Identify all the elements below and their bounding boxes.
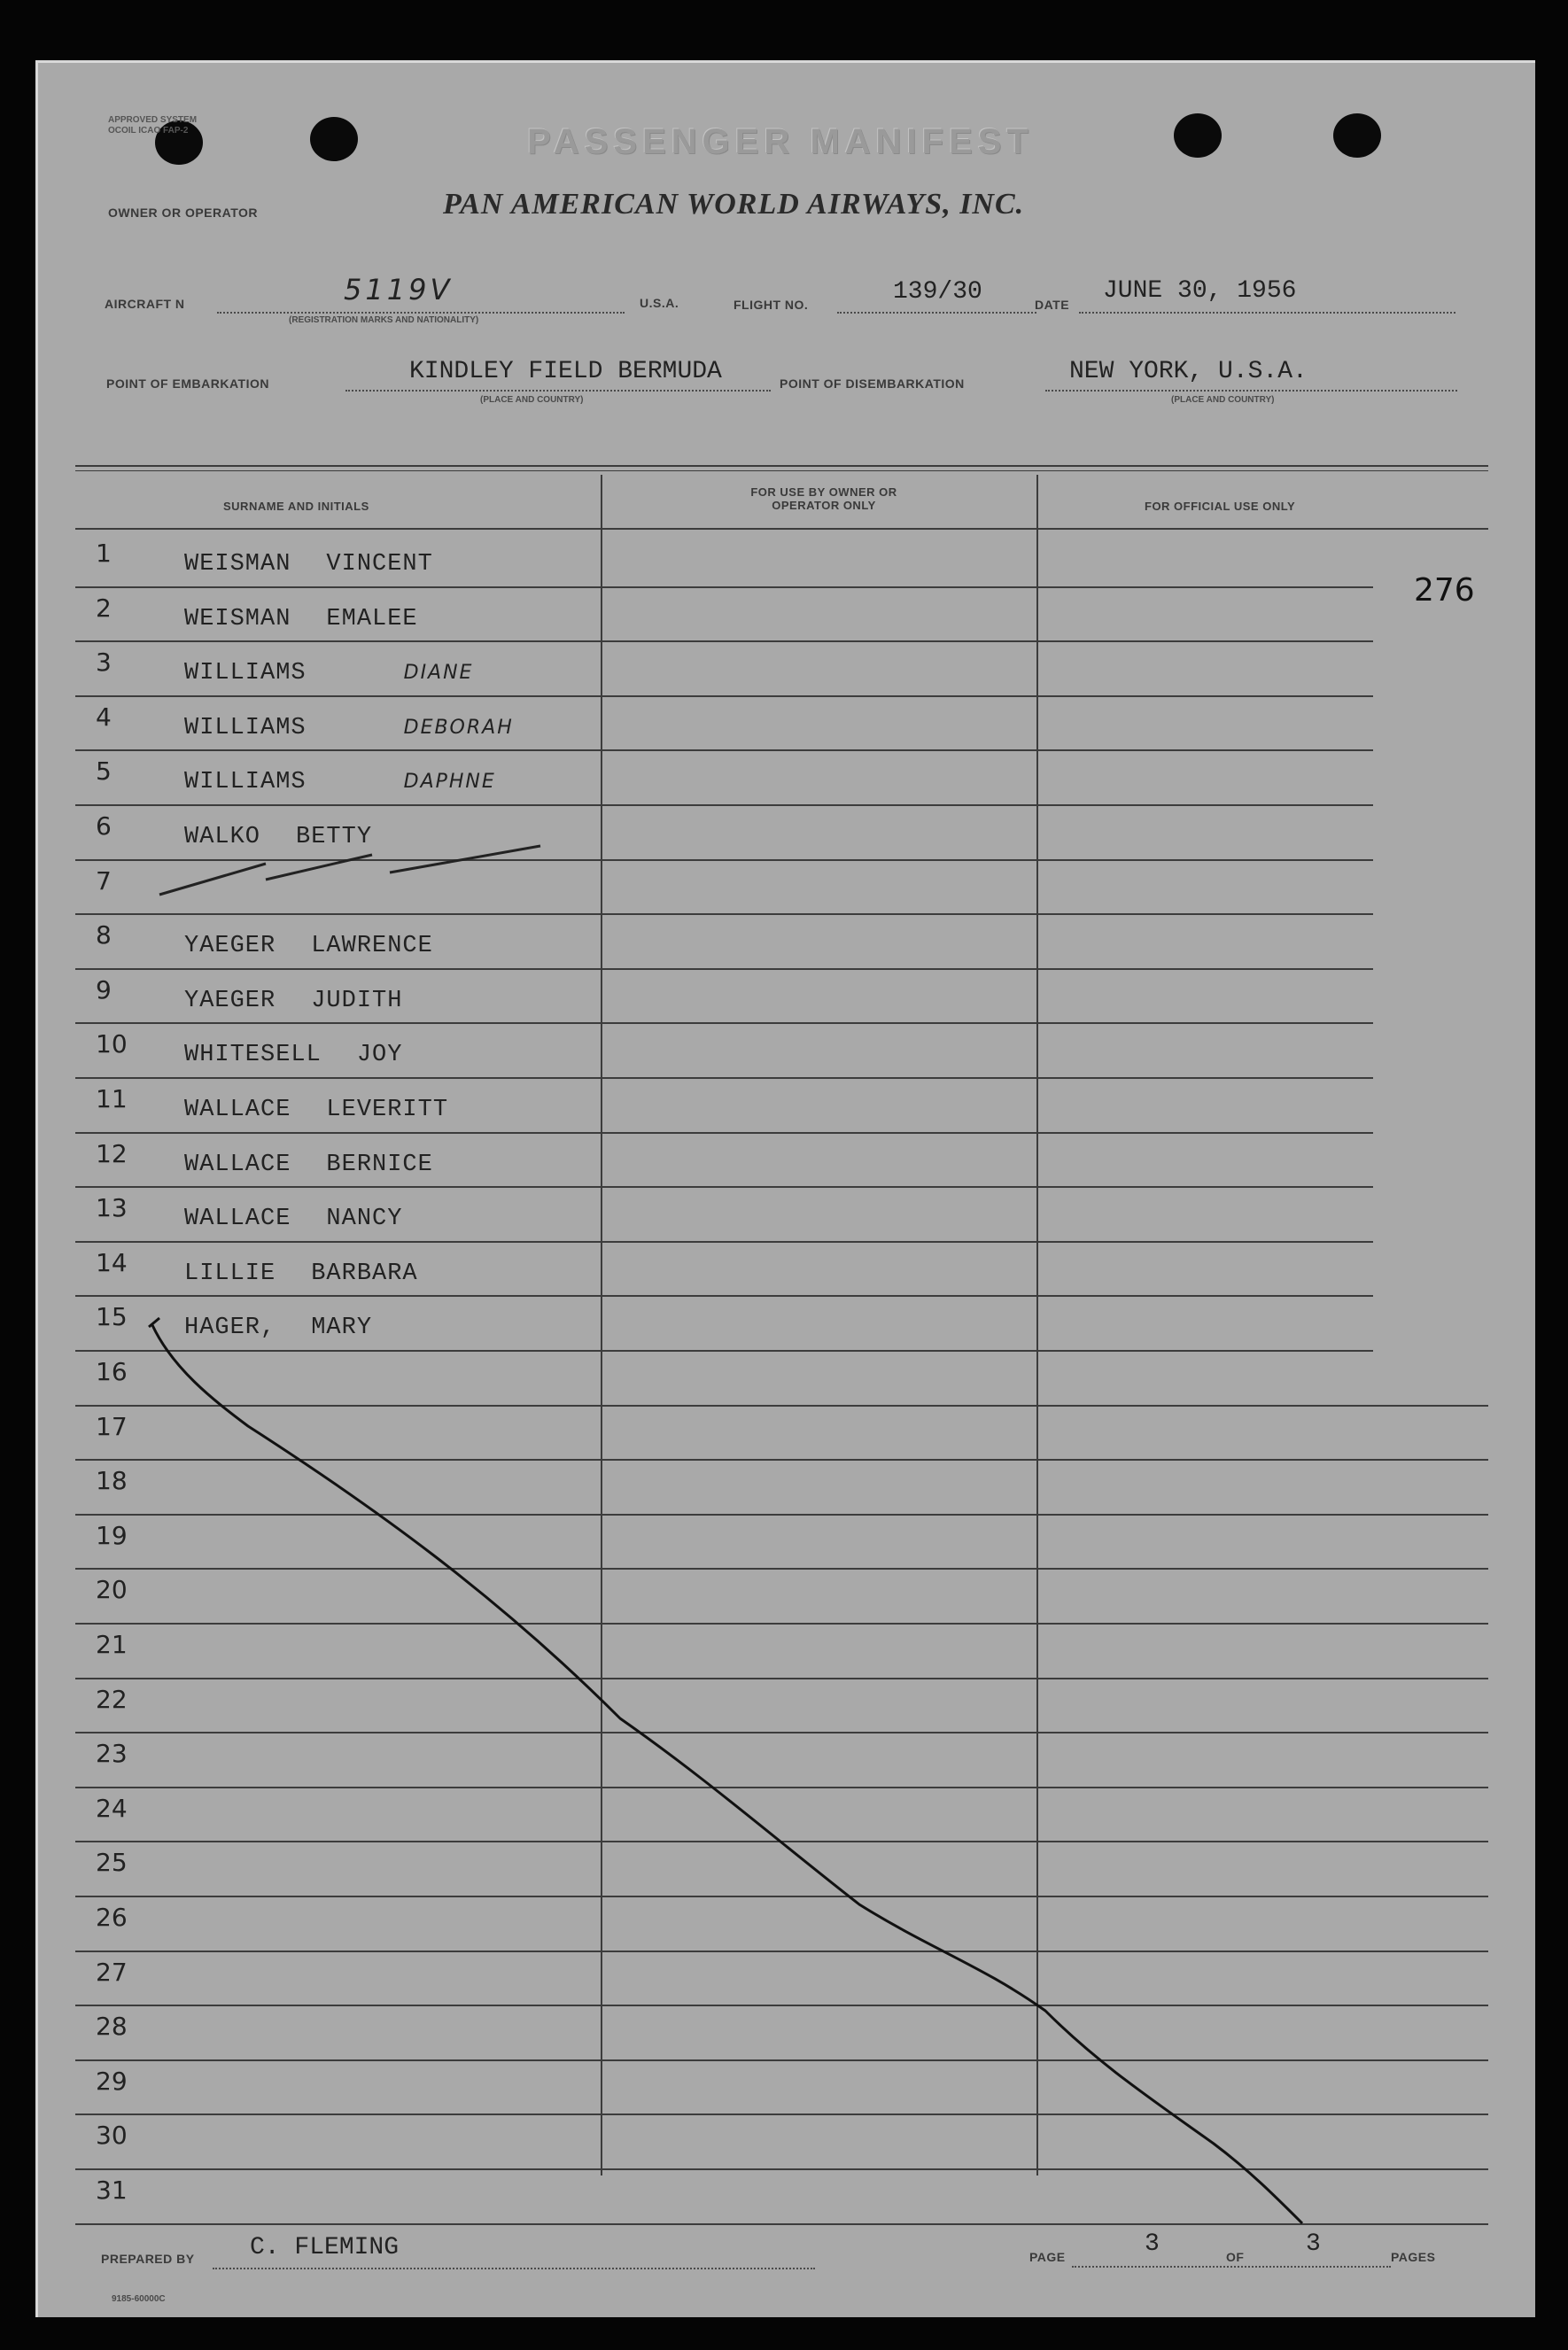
passenger-given-name: VINCENT — [326, 551, 433, 578]
row-number: 14 — [96, 1247, 128, 1277]
passenger-given-name: MARY — [311, 1315, 373, 1342]
page-total: 3 — [1306, 2230, 1321, 2258]
passenger-surname: WILLIAMS — [184, 769, 307, 796]
passenger-surname: HAGER, — [184, 1315, 276, 1342]
passenger-surname: WALLACE — [184, 1097, 291, 1123]
flight-date: JUNE 30, 1956 — [1103, 277, 1297, 305]
passenger-given-name: NANCY — [326, 1206, 403, 1233]
row-number: 29 — [96, 2066, 128, 2096]
page-label: PAGE — [1029, 2250, 1066, 2264]
passenger-surname: WALLACE — [184, 1151, 291, 1178]
page-number: 3 — [1145, 2230, 1160, 2258]
row-number: 5 — [96, 756, 112, 787]
of-label: OF — [1226, 2250, 1245, 2264]
row-number: 22 — [96, 1684, 128, 1714]
owner-label: OWNER OR OPERATOR — [108, 206, 258, 220]
row-number: 16 — [96, 1357, 128, 1386]
row-number: 4 — [96, 702, 112, 732]
passenger-surname: WILLIAMS — [184, 660, 307, 687]
passenger-surname: LILLIE — [184, 1260, 276, 1287]
row-number: 21 — [96, 1630, 128, 1659]
passenger-given-name: BERNICE — [326, 1151, 433, 1178]
pages-label: PAGES — [1391, 2250, 1436, 2264]
row-number: 26 — [96, 1903, 128, 1932]
passenger-handwritten-name: DEBORAH — [403, 716, 514, 739]
col-official-header: FOR OFFICIAL USE ONLY — [1145, 500, 1296, 513]
passenger-surname: WEISMAN — [184, 605, 291, 632]
embark-label: POINT OF EMBARKATION — [106, 376, 269, 391]
owner-name: PAN AMERICAN WORLD AIRWAYS, INC. — [443, 188, 1025, 221]
passenger-given-name: JOY — [356, 1042, 403, 1069]
col-surname-header: SURNAME AND INITIALS — [223, 500, 369, 513]
disembark-label: POINT OF DISEMBARKATION — [780, 376, 965, 391]
row-number: 23 — [96, 1739, 128, 1769]
row-number: 20 — [96, 1575, 128, 1605]
embark-caption: (PLACE AND COUNTRY) — [480, 395, 584, 405]
row-number: 2 — [96, 593, 112, 623]
date-label: DATE — [1035, 298, 1070, 312]
prepared-by: C. FLEMING — [250, 2234, 400, 2261]
row-number: 6 — [96, 811, 112, 841]
row-number: 31 — [96, 2175, 128, 2205]
row-number: 28 — [96, 2012, 128, 2042]
passenger-surname: WHITESELL — [184, 1042, 322, 1069]
row-number: 15 — [96, 1302, 128, 1332]
embark-place: KINDLEY FIELD BERMUDA — [409, 358, 722, 385]
flight-label: FLIGHT NO. — [734, 298, 809, 312]
passenger-given-name: BETTY — [296, 824, 373, 850]
aircraft-caption: (REGISTRATION MARKS AND NATIONALITY) — [289, 315, 479, 325]
usa-label: U.S.A. — [640, 296, 679, 310]
row-number: 17 — [96, 1411, 128, 1441]
row-number: 11 — [96, 1084, 128, 1113]
row-number: 7 — [96, 865, 112, 896]
row-number: 9 — [96, 974, 112, 1004]
form-title: PASSENGER MANIFEST — [527, 122, 1034, 161]
row-number: 30 — [96, 2121, 128, 2151]
row-number: 27 — [96, 1957, 128, 1987]
row-number: 12 — [96, 1138, 128, 1168]
aircraft-label: AIRCRAFT N — [105, 297, 185, 311]
passenger-surname: YAEGER — [184, 987, 276, 1014]
form-number: 9185-60000C — [112, 2294, 166, 2304]
disembark-caption: (PLACE AND COUNTRY) — [1171, 395, 1275, 405]
passenger-surname: WEISMAN — [184, 551, 291, 578]
row-number: 13 — [96, 1193, 128, 1223]
passenger-given-name: LEVERITT — [326, 1097, 449, 1123]
row-number: 8 — [96, 920, 112, 950]
aircraft-reg: 5119V — [344, 273, 454, 306]
passenger-given-name: LAWRENCE — [311, 933, 433, 960]
passenger-surname: WILLIAMS — [184, 714, 307, 741]
row-number: 1 — [96, 539, 112, 568]
prepared-label: PREPARED BY — [101, 2252, 195, 2266]
col-owner-header: FOR USE BY OWNER OR OPERATOR ONLY — [750, 485, 897, 512]
page-stamp: 276 — [1414, 572, 1475, 609]
flight-number: 139/30 — [893, 278, 982, 306]
passenger-given-name: JUDITH — [311, 987, 403, 1014]
passenger-given-name: EMALEE — [326, 605, 418, 632]
passenger-handwritten-name: DAPHNE — [403, 771, 496, 794]
passenger-surname: WALKO — [184, 824, 261, 850]
row-number: 25 — [96, 1848, 128, 1878]
row-number: 3 — [96, 648, 112, 678]
row-number: 10 — [96, 1029, 128, 1059]
passenger-surname: YAEGER — [184, 933, 276, 960]
row-number: 24 — [96, 1793, 128, 1823]
row-number: 18 — [96, 1466, 128, 1496]
approval-note: APPROVED SYSTEM OCOIL ICAO FAP-2 — [108, 115, 198, 136]
row-number: 19 — [96, 1520, 128, 1550]
passenger-handwritten-name: DIANE — [403, 662, 474, 685]
passenger-surname: WALLACE — [184, 1206, 291, 1233]
passenger-given-name: BARBARA — [311, 1260, 418, 1287]
disembark-place: NEW YORK, U.S.A. — [1069, 358, 1308, 385]
